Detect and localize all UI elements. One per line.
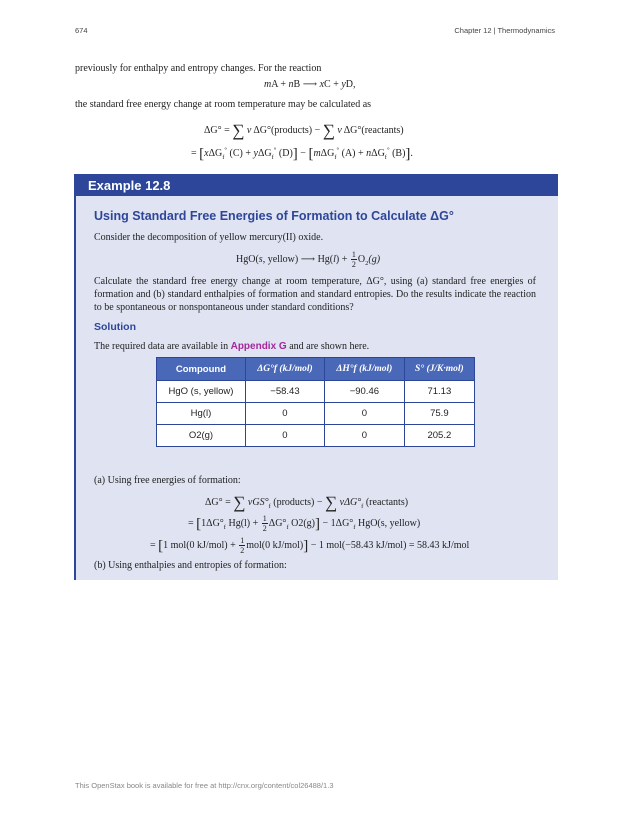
- table-row: [157, 425, 475, 447]
- table-cell: HgO (s, yellow): [157, 381, 246, 403]
- table-cell: 0: [324, 425, 404, 447]
- general-reaction: mA + nB ⟶ xC + yD,: [264, 79, 356, 90]
- part-a-equation-line-1: ΔG° = ∑ $\nu GS^\circ_f$ (products) − ∑ $\nu\Delta G^\circ_f$ (reactants): [205, 493, 409, 512]
- appendix-g-link[interactable]: Appendix G: [230, 341, 287, 352]
- table-cell: 205.2: [404, 425, 474, 447]
- column-header: S° (J/K·mol): [404, 358, 474, 381]
- column-header: ΔG°f (kJ/mol): [245, 358, 324, 381]
- chapter-header: Chapter 12 | Thermodynamics: [454, 26, 555, 35]
- sum-symbol: ∑: [233, 493, 246, 512]
- table-cell: −90.46: [324, 381, 404, 403]
- table-cell: 75.9: [404, 403, 474, 425]
- page-number: 674: [75, 26, 88, 35]
- solution-heading: Solution: [94, 321, 136, 333]
- part-a-equation-line-3: = [1 mol(0 kJ/mol) + $\frac{1}{2}$ mol(0 kJ/mol)] − 1 mol(−58.43 kJ/mol) = 58.43 kJ/mol: [150, 536, 470, 555]
- table-cell: 0: [324, 403, 404, 425]
- part-b-label: (b) Using enthalpies and entropies of formation:: [94, 560, 287, 571]
- table-cell: −58.43: [245, 381, 324, 403]
- column-header: ΔH°f (kJ/mol): [324, 358, 404, 381]
- free-energy-equation-line-2: = [xΔG$_f$° (C) + yΔG$_f$° (D)] − [mΔG$_f$° (A) + nΔG$_f$° (B)].: [191, 146, 413, 162]
- example-question: Calculate the standard free energy change at room temperature, ΔG°, using (a) standard free energies of formation and (b) standard enthalpies of formation and standard entropies. Do the results indicate the reaction to be spontaneous or nonspontaneous under standard conditions?: [94, 276, 536, 313]
- part-a-label: (a) Using free energies of formation:: [94, 475, 241, 486]
- thermo-data-table: [156, 357, 475, 447]
- example-header: [74, 174, 558, 196]
- intro-line-2: the standard free energy change at room temperature may be calculated as: [75, 99, 372, 110]
- table-cell: 0: [245, 425, 324, 447]
- table-cell: Hg(l): [157, 403, 246, 425]
- sum-symbol: ∑: [232, 121, 245, 140]
- table-cell: 71.13: [404, 381, 474, 403]
- free-energy-equation-line-1: ΔG° = ∑ ν ΔG°(products) − ∑ ν ΔG°(reactants): [204, 121, 404, 140]
- footer-note: This OpenStax book is available for free at http://cnx.org/content/col26488/1.3: [75, 781, 334, 790]
- sum-symbol: ∑: [322, 121, 335, 140]
- table-header-row: [157, 358, 475, 381]
- data-intro: The required data are available in Appendix G and are shown here.: [94, 341, 370, 352]
- example-title: Using Standard Free Energies of Formation to Calculate ΔG°: [94, 209, 454, 223]
- example-label: Example 12.8: [88, 178, 171, 193]
- table-cell: O2(g): [157, 425, 246, 447]
- column-header: Compound: [157, 358, 246, 381]
- example-intro: Consider the decomposition of yellow mercury(II) oxide.: [94, 232, 324, 243]
- part-a-equation-line-2: = [$1\Delta G^\circ_f$ Hg(l) + $\frac{1}{2}$ $\Delta G^\circ_f$ $O2(g)] - 1\Delta G^\circ_f$ HgO(s, yellow): [188, 514, 421, 533]
- table-cell: 0: [245, 403, 324, 425]
- intro-line-1: previously for enthalpy and entropy changes. For the reaction: [75, 63, 322, 74]
- decomposition-reaction: HgO(s, yellow) ⟶ Hg(l) + $\frac{1}{2}$ $O_2(g)$: [236, 250, 381, 269]
- table-row: [157, 381, 475, 403]
- sum-symbol: ∑: [325, 493, 338, 512]
- table-row: [157, 403, 475, 425]
